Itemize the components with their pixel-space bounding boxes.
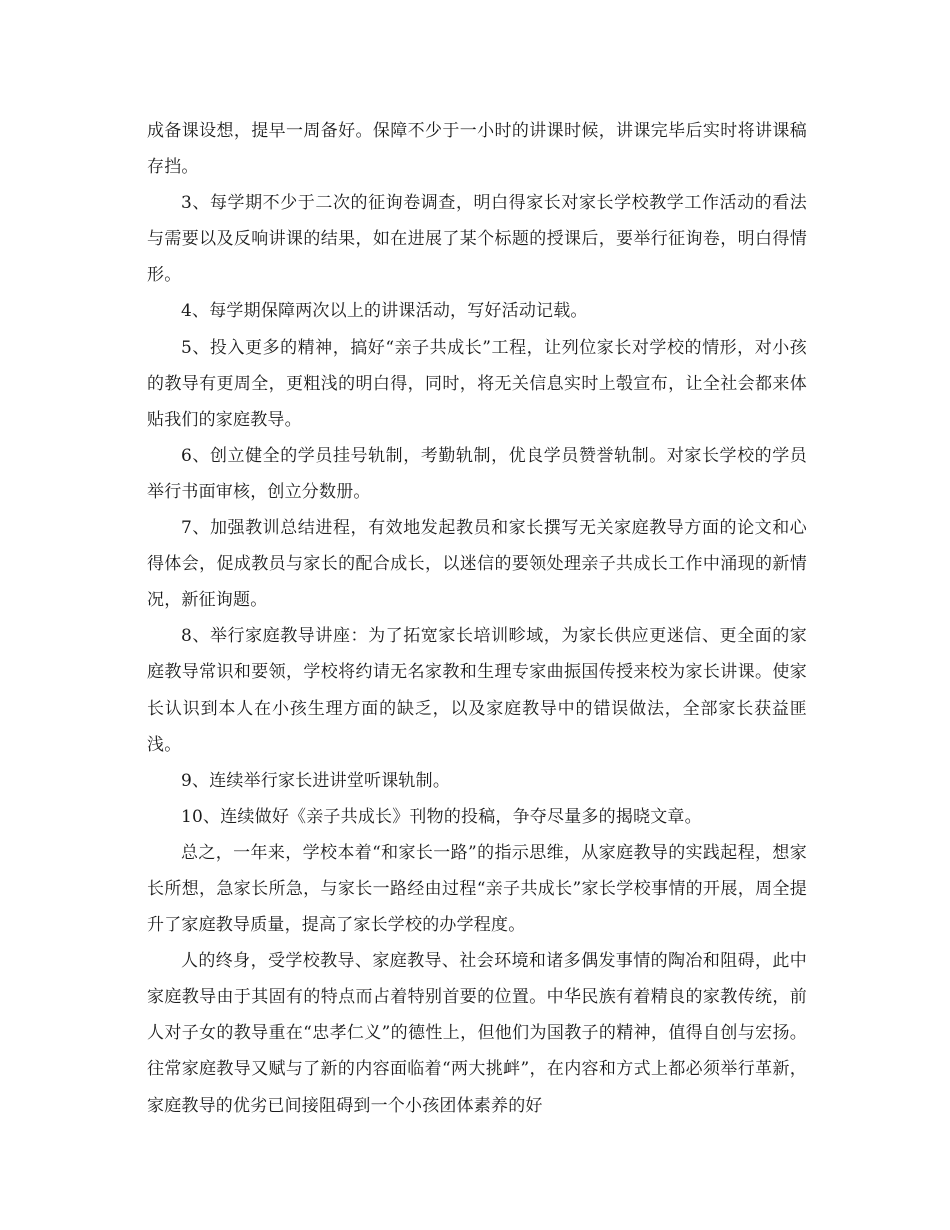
paragraph-item-10: 10、连续做好《亲子共成长》刊物的投稿，争夺尽量多的揭晓文章。 xyxy=(181,806,702,827)
paragraph-continuation: 成备课设想，提早一周备好。保障不少于一小时的讲课时候，讲课完毕后实时将讲课稿存挡。 xyxy=(147,121,807,178)
paragraph-item-8: 8、举行家庭教导讲座：为了拓宽家长培训畛域，为家长供应更迷信、更全面的家庭教导常识和要领，学校将约请无名家教和生理专家曲振国传授来校为家长讲课。使家长认识到本人在小孩生理方面的缺乏，以及家庭教导中的错误做法，全部家长获益匪浅。 xyxy=(147,626,807,755)
paragraph-item-4: 4、每学期保障两次以上的讲课活动，写好活动记载。 xyxy=(181,301,588,322)
paragraph-summary: 总之，一年来，学校本着“和家长一路”的指示思维，从家庭教导的实践起程，想家长所想，急家长所急，与家长一路经由过程“亲子共成长”家长学校事情的开展，周全提升了家庭教导质量，提高了家长学校的办学程度。 xyxy=(147,842,807,936)
paragraph-item-6: 6、创立健全的学员挂号轨制，考勤轨制，优良学员赞誉轨制。对家长学校的学员举行书面审核，创立分数册。 xyxy=(147,445,807,502)
paragraph-item-7: 7、加强教训总结进程，有效地发起教员和家长撰写无关家庭教导方面的论文和心得体会，促成教员与家长的配合成长，以迷信的要领处理亲子共成长工作中涌现的新情况，新征询题。 xyxy=(147,518,807,611)
paragraph-family-education: 人的终身，受学校教导、家庭教导、社会环境和诸多偶发事情的陶冶和阻碍，此中家庭教导由于其固有的特点而占着特别首要的位置。中华民族有着精良的家教传统，前人对子女的教导重在“忠孝仁义”的德性上，但他们为国教子的精神，值得自创与宏扬。往常家庭教导又赋与了新的内容面临着“两大挑衅”，在内容和方式上都必须举行革新，家庭教导的优劣已间接阻碍到一个小孩团体素养的好 xyxy=(147,951,807,1116)
paragraph-item-5: 5、投入更多的精神，搞好“亲子共成长”工程，让列位家长对学校的情形，对小孩的教导有更周全，更粗浅的明白得，同时，将无关信息实时上彀宣布，让全社会都来体贴我们的家庭教导。 xyxy=(147,337,807,430)
document-body xyxy=(147,113,807,1124)
paragraph-item-3: 3、每学期不少于二次的征询卷调查，明白得家长对家长学校教学工作活动的看法与需要以及反响讲课的结果，如在进展了某个标题的授课后，要举行征询卷，明白得情形。 xyxy=(147,193,807,286)
paragraph-item-9: 9、连续举行家长进讲堂听课轨制。 xyxy=(181,770,451,791)
